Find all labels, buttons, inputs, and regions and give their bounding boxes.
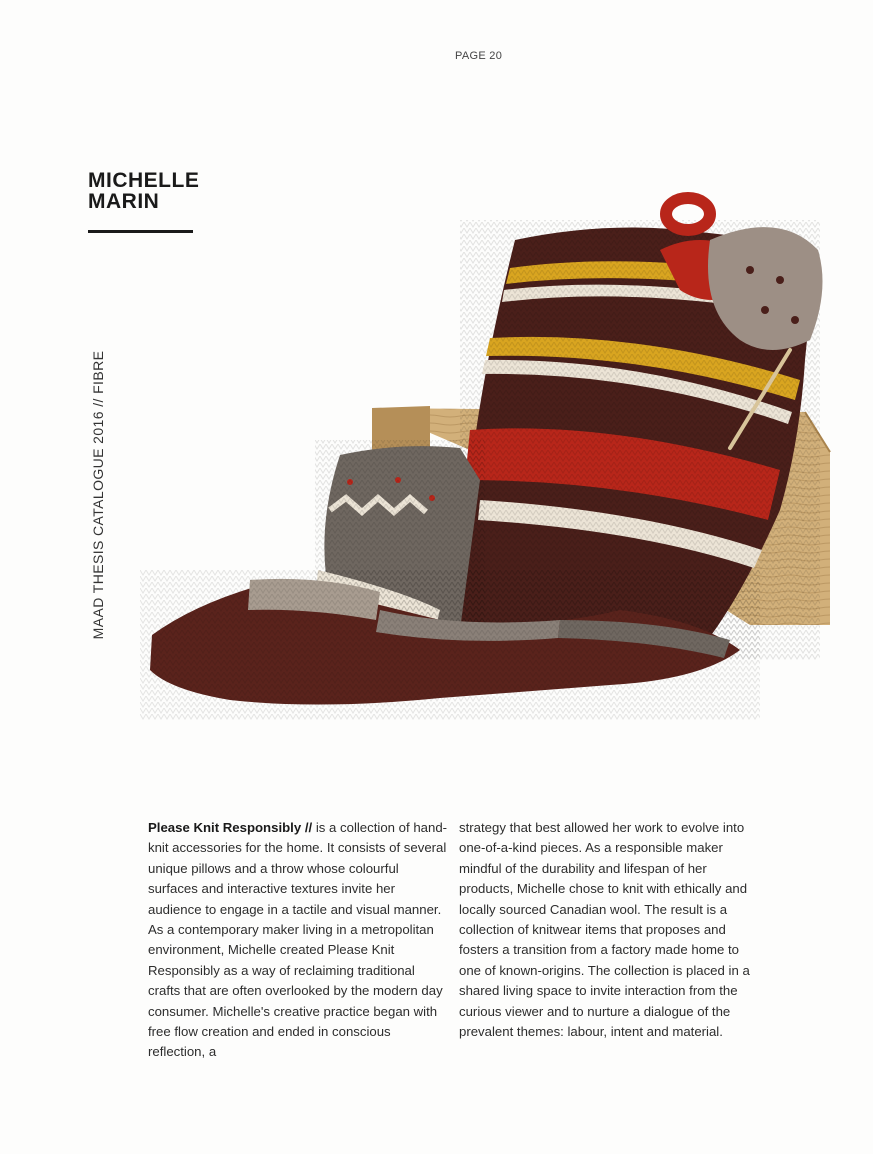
author-first-name: MICHELLE (88, 169, 200, 192)
article-right-column (459, 818, 759, 1042)
article-left-text: is a collection of hand-knit accessories for the home. It consists of several unique pillows and a throw whose colourful surfaces and interactive textures invite her audience to engage in a tactile and visual manner. As a contemporary maker living in a metropolitan environment, Michelle created Please Knit Responsibly as a way of reclaiming traditional crafts that are often overlooked by the modern day consumer. Michelle's creative practice began with free flow creation and ended in conscious reflection, a (148, 820, 448, 1060)
knitwear-photo (140, 180, 840, 720)
article-left-column (148, 818, 448, 1063)
brown-knit-throw (140, 570, 760, 720)
article-title: Please Knit Responsibly // (148, 820, 313, 835)
page-number: PAGE 20 (455, 50, 503, 62)
article-right-text: strategy that best allowed her work to evolve into one-of-a-kind pieces. As a responsible maker mindful of the durability and lifespan of her products, Michelle chose to knit with ethically and locally sourced Canadian wool. The result is a collection of knitwear items that proposes and fosters a transition from a factory made home to one of known-origins. The collection is placed in a shared living space to invite interaction from the curious viewer and to nurture a dialogue of the prevalent themes: labour, intent and material. (459, 820, 750, 1040)
author-last-name: MARIN (88, 190, 160, 213)
catalogue-side-label: MAAD THESIS CATALOGUE 2016 // FIBRE (90, 350, 106, 640)
